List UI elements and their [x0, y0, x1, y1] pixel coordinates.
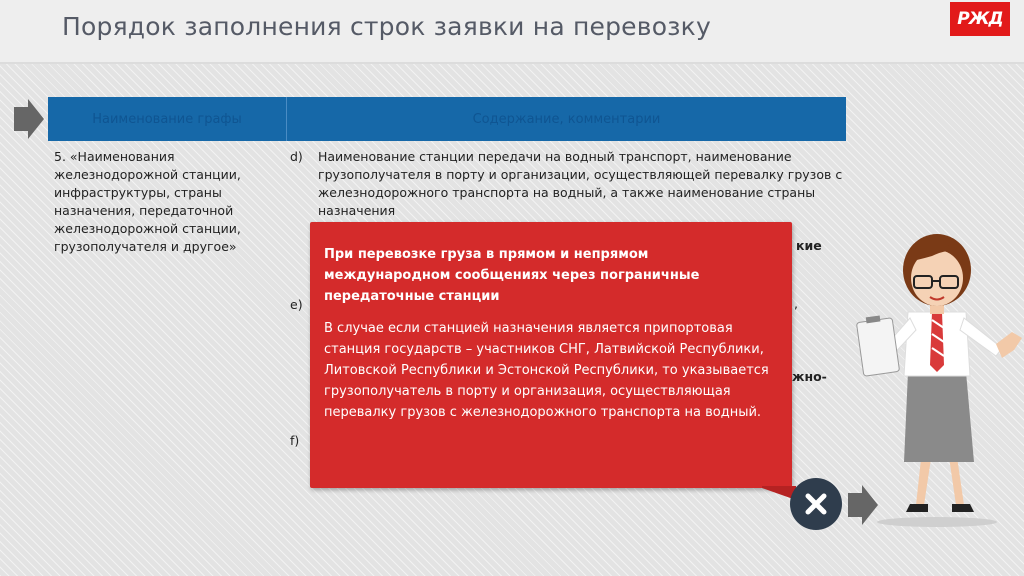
item-text: Наименование станции передачи на водный транспорт, наименование грузополучателя в порту и организации, осуществляющей перевалку грузов с железнодорожного транспорта на водный, а также наименование страны назначения [318, 149, 843, 218]
character-illustration [852, 200, 1024, 530]
column-header-name: Наименование графы [48, 97, 287, 141]
partial-text: , [794, 296, 798, 311]
close-button[interactable] [790, 478, 842, 530]
close-icon[interactable] [803, 491, 829, 517]
popup-title: При перевозке груза в прямом и непрямом международном сообщениях через пограничные передаточные станции [324, 247, 700, 304]
row-label: 5. «Наименования железнодорожной станции, инфраструктуры, страны назначения, передаточной железнодорожной станции, грузополучателя и другое» [54, 149, 241, 254]
header-bar [0, 0, 1024, 64]
page-title: Порядок заполнения строк заявки на перевозку [62, 12, 711, 41]
arrow-right-icon[interactable] [848, 485, 878, 525]
partial-text: кие [796, 238, 822, 253]
info-popup [310, 222, 792, 488]
popup-body: В случае если станцией назначения является припортовая станция государств – участников СНГ, Латвийской Республики, Литовской Республики и Эстонской Республики, то указывается грузополучатель в порту и организация, осуществляющая перевалку грузов с железнодорожного транспорта на водный. [324, 321, 769, 420]
rzd-logo [950, 2, 1010, 36]
arrow-left-icon[interactable] [14, 99, 44, 139]
item-letter: e) [290, 297, 303, 312]
table-header [48, 97, 846, 141]
partial-text: жно- [792, 369, 827, 384]
logo-text: РЖД [957, 9, 1003, 29]
column-header-content: Содержание, комментарии [472, 111, 661, 127]
item-letter: d) [290, 149, 303, 164]
item-letter: f) [290, 433, 300, 448]
list-item-d [290, 148, 846, 220]
